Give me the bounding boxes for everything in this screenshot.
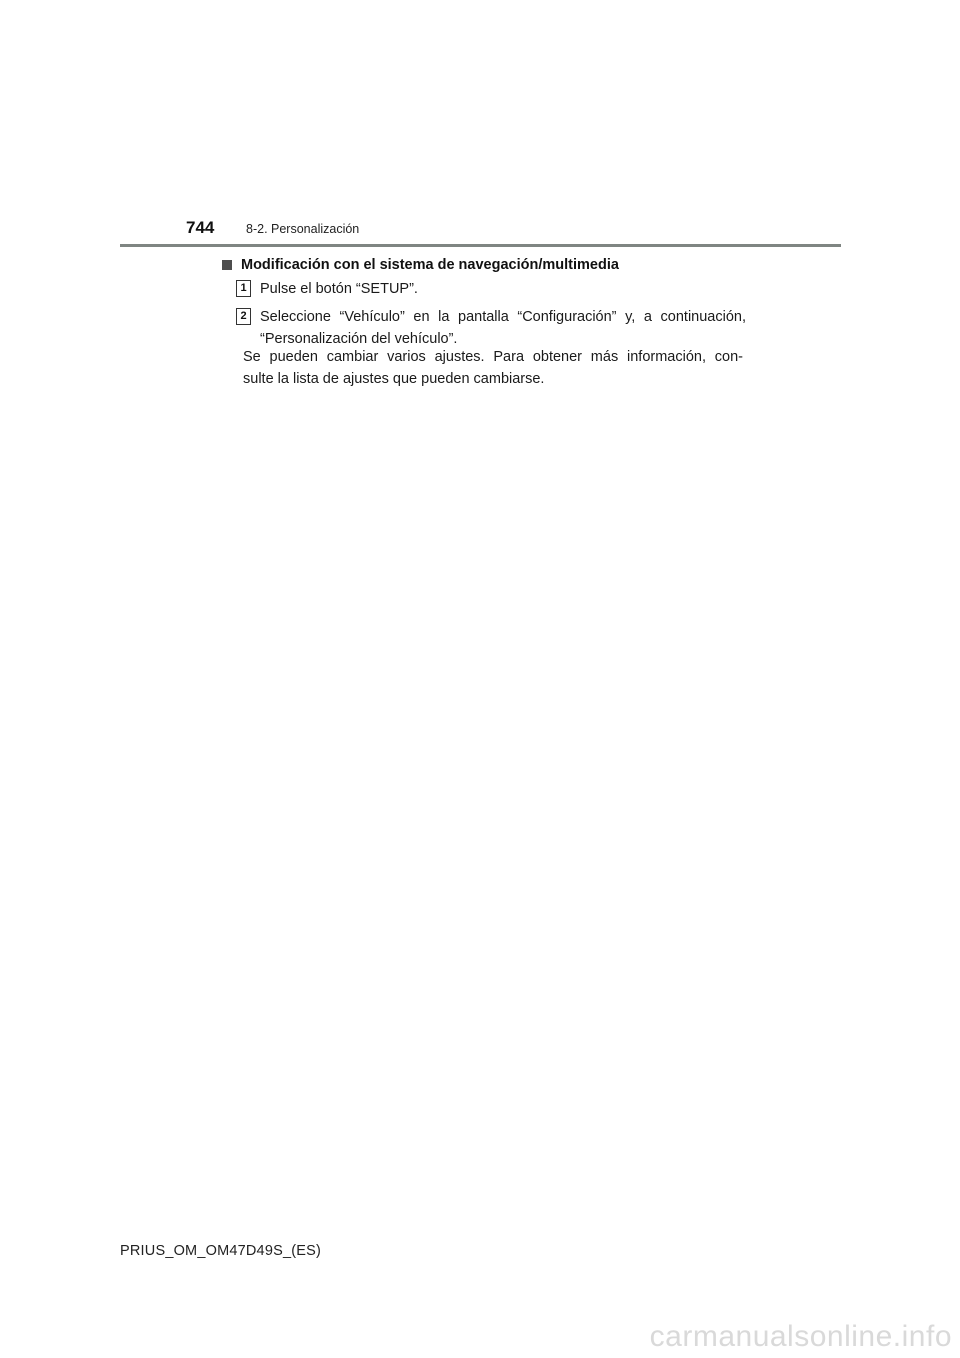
step-text	[260, 278, 746, 300]
watermark-link[interactable]: carmanualsonline.info	[649, 1320, 952, 1353]
document-code: PRIUS_OM_OM47D49S_(ES)	[120, 1243, 322, 1259]
section-label: 8-2. Personalización	[246, 222, 360, 236]
header-rule	[120, 244, 841, 247]
step-text-line: Pulse el botón “SETUP”.	[260, 281, 418, 297]
step-text-line: “Personalización del vehículo”.	[260, 331, 458, 347]
step-text-line: Seleccione “Vehículo” en la pantalla “Configuración” y, a continuación,	[260, 309, 746, 325]
square-bullet-icon	[222, 260, 232, 270]
step-number-badge: 2	[236, 308, 251, 325]
page-number: 744	[186, 218, 215, 237]
step-number-badge: 1	[236, 280, 251, 297]
section-heading	[222, 257, 619, 273]
note-paragraph	[243, 346, 743, 390]
section-heading-text: Modificación con el sistema de navegación/multimedia	[241, 257, 619, 273]
step-text	[260, 306, 746, 350]
note-line: sulte la lista de ajustes que pueden cambiarse.	[243, 371, 545, 387]
note-line: Se pueden cambiar varios ajustes. Para obtener más información, con-	[243, 349, 743, 365]
